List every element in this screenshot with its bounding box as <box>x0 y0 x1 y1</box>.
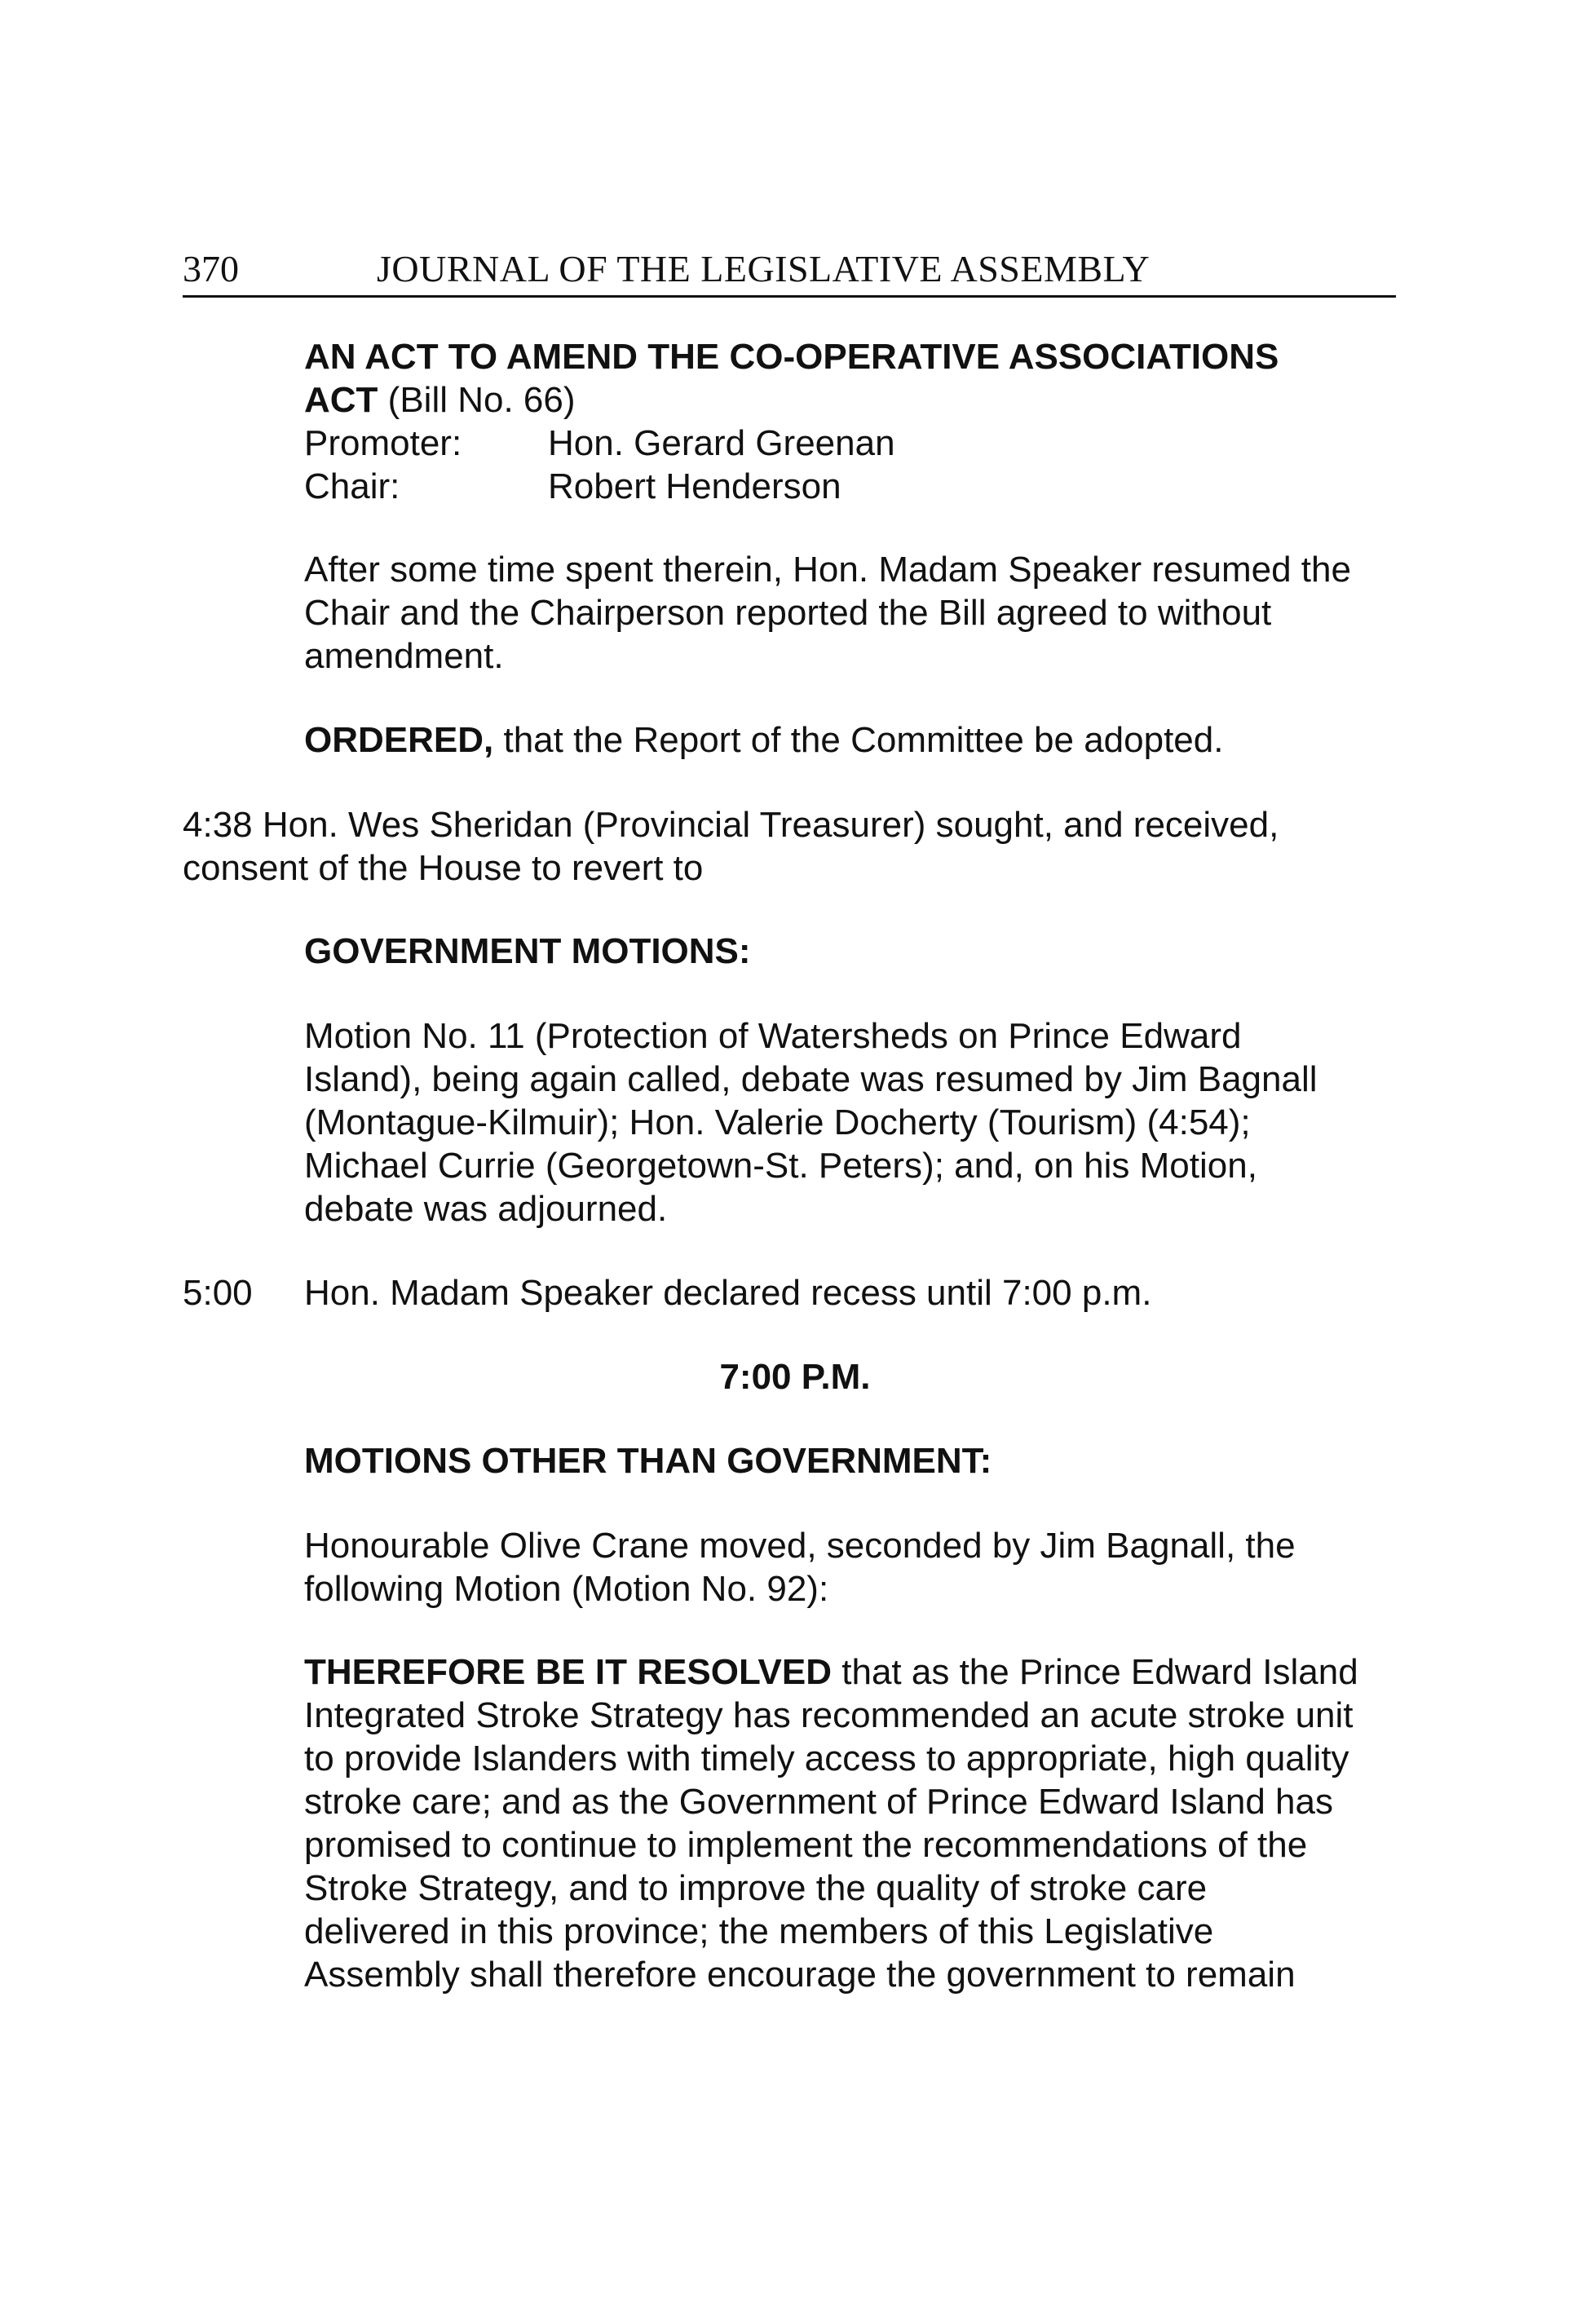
bill-title-act: ACT <box>304 380 378 420</box>
resolution-line: Assembly shall therefore encourage the government to remain <box>304 1955 1296 1995</box>
motion11-line: Motion No. 11 (Protection of Watersheds on Prince Edward <box>304 1016 1242 1056</box>
resolution-text: that as the Prince Edward Island <box>832 1652 1358 1692</box>
ordered-text: that the Report of the Committee be adopted. <box>493 720 1224 760</box>
ordered-keyword: ORDERED, <box>304 720 494 760</box>
page-number: 370 <box>183 248 239 289</box>
resolution-line: stroke care; and as the Government of Prince Edward Island has <box>304 1782 1333 1822</box>
resolution-line: Stroke Strategy, and to improve the quality of stroke care <box>304 1868 1208 1908</box>
resolution-line: promised to continue to implement the recommendations of the <box>304 1825 1308 1865</box>
promoter-label: Promoter: <box>304 423 462 463</box>
government-motions-heading: GOVERNMENT MOTIONS: <box>304 931 751 971</box>
resolution-line: to provide Islanders with timely access to appropriate, high quality <box>304 1739 1349 1778</box>
bill-title-line2 <box>304 379 576 422</box>
motion92-intro-line: following Motion (Motion No. 92): <box>304 1569 829 1609</box>
recess-text: Hon. Madam Speaker declared recess until 7:00 p.m. <box>304 1273 1152 1313</box>
motion11-line: Island), being again called, debate was resumed by Jim Bagnall <box>304 1059 1318 1099</box>
report-line: amendment. <box>304 636 504 676</box>
promoter-value: Hon. Gerard Greenan <box>548 423 895 463</box>
resolution-first-line <box>304 1651 1358 1694</box>
page-header <box>183 245 1396 298</box>
revert-line: 4:38 Hon. Wes Sheridan (Provincial Treasurer) sought, and received, <box>183 805 1279 845</box>
recess-time: 5:00 <box>183 1273 253 1313</box>
chair-label: Chair: <box>304 466 400 506</box>
report-line: After some time spent therein, Hon. Madam Speaker resumed the <box>304 550 1351 590</box>
motion11-line: debate was adjourned. <box>304 1189 668 1229</box>
report-line: Chair and the Chairperson reported the Bill agreed to without <box>304 593 1272 633</box>
evening-session-heading: 7:00 P.M. <box>719 1357 871 1397</box>
other-motions-heading: MOTIONS OTHER THAN GOVERNMENT: <box>304 1441 992 1481</box>
resolution-line: delivered in this province; the members of this Legislative <box>304 1911 1214 1951</box>
motion11-line: (Montague-Kilmuir); Hon. Valerie Docherty (Tourism) (4:54); <box>304 1102 1251 1142</box>
revert-line: consent of the House to revert to <box>183 848 704 888</box>
bill-number: (Bill No. 66) <box>378 380 576 420</box>
journal-title: JOURNAL OF THE LEGISLATIVE ASSEMBLY <box>377 248 1151 289</box>
motion11-line: Michael Currie (Georgetown-St. Peters); and, on his Motion, <box>304 1146 1257 1186</box>
bill-title-line1: AN ACT TO AMEND THE CO-OPERATIVE ASSOCIATIONS <box>304 337 1279 377</box>
resolution-line: Integrated Stroke Strategy has recommended an acute stroke unit <box>304 1695 1354 1735</box>
motion92-intro-line: Honourable Olive Crane moved, seconded by Jim Bagnall, the <box>304 1526 1296 1566</box>
chair-value: Robert Henderson <box>548 466 841 506</box>
ordered-paragraph <box>304 719 1223 762</box>
resolved-keyword: THEREFORE BE IT RESOLVED <box>304 1652 833 1692</box>
